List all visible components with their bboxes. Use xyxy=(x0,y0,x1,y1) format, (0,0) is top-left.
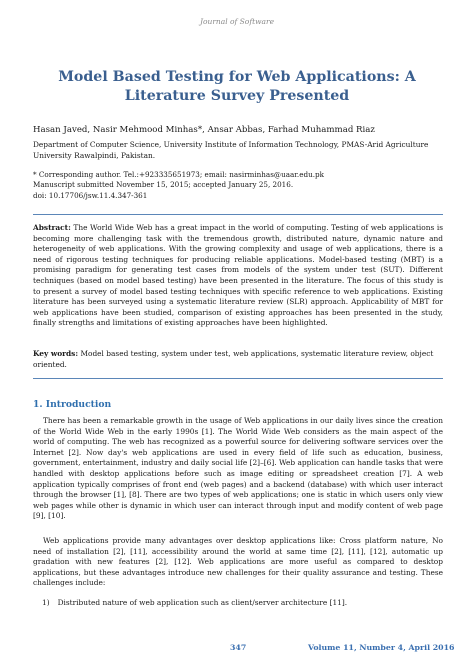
corresponding-author: * Corresponding author. Tel.:+923335651973; email: nasirminhas@uaar.edu.pk xyxy=(33,170,324,179)
list-number: 1) xyxy=(42,598,50,607)
abstract xyxy=(33,223,443,329)
keywords-label: Key words: xyxy=(33,349,79,358)
journal-name: Journal of Software xyxy=(199,17,275,26)
divider-bottom xyxy=(33,378,443,379)
manuscript-dates: Manuscript submitted November 15, 2015; accepted January 25, 2016. xyxy=(33,180,294,190)
abstract-text: The World Wide Web has a great impact in the world of computing. Testing of web applications is becoming more challenging task with the tremendous growth, distributed nature, dynamic nature and heterogeneity of web applications. With the growing complexity and usage of web applications, there is a need of rigorous testing techniques for producing reliable applications. Model-based testing (MBT) is a promising paradigm for generating test cases from models of the system under test (SUT). Different techniques (based on model based testing) have been presented in the literature. The focus of this study is to present a survey of model based testing techniques with specific reference to web applications. Existing literature has been surveyed using a systematic literature review (SLR) approach. Applicability of MBT for web applications have been studied, comparison of existing approaches has been presented in the study, finally strengths and limitations of existing approaches have been highlighted. xyxy=(33,223,443,328)
list-item xyxy=(42,598,355,607)
page-number: 347 xyxy=(230,643,247,652)
divider-top xyxy=(33,214,443,215)
doi: doi: 10.17706/jsw.11.4.347-361 xyxy=(33,190,148,200)
paragraph: Web applications provide many advantages over desktop applications like: Cross platform nature, No need of installation [2], [11], accessibility around the world at same time [2], [11], [12], automatic up gradation with new features [2], [12]. Web applications are more useful as compared to desktop applications, but these advantages introduce new challenges for their quality assurance and testing. These challenges include: xyxy=(33,536,443,588)
keywords-text: Model based testing, system under test, web applications, systematic literature review, object oriented. xyxy=(33,349,434,369)
paper-title: Model Based Testing for Web Applications: A Literature Survey Presented xyxy=(58,69,416,104)
abstract-label: Abstract: xyxy=(33,223,71,232)
affiliation: Department of Computer Science, University Institute of Information Technology, PMAS-Arid Agriculture University Rawalpindi, Pakistan. xyxy=(33,140,429,160)
section-heading: 1. Introduction xyxy=(33,399,112,410)
list-item-text: Distributed nature of web application such as client/server architecture [11]. xyxy=(57,598,348,607)
article-metadata xyxy=(33,170,324,201)
keywords xyxy=(33,349,443,370)
volume-info: Volume 11, Number 4, April 2016 xyxy=(308,643,455,652)
authors: Hasan Javed, Nasir Mehmood Minhas*, Ansar Abbas, Farhad Muhammad Riaz xyxy=(33,125,375,135)
paragraph: There has been a remarkable growth in the usage of Web applications in our daily lives since the creation of the World Wide Web in the early 1990s [1]. The World Wide Web considers as the main aspect of the world of computing. The web has recognized as a powerful source for delivering software services over the Internet [2]. Now day's web applications are used in every field of life such as education, business, government, entertainment, industry and daily social life [2]–[6]. Web application can handle tasks that were handled with desktop applications before such as image editing or spreadsheet creation [7]. A web application typically comprises of front end (web pages) and a backend (database) with which user interact through the browser [1], [8]. There are two types of web applications; one is static in which users only view web pages while other is dynamic in which user can interact through input and modify content of web page [9], [10]. xyxy=(33,416,443,521)
